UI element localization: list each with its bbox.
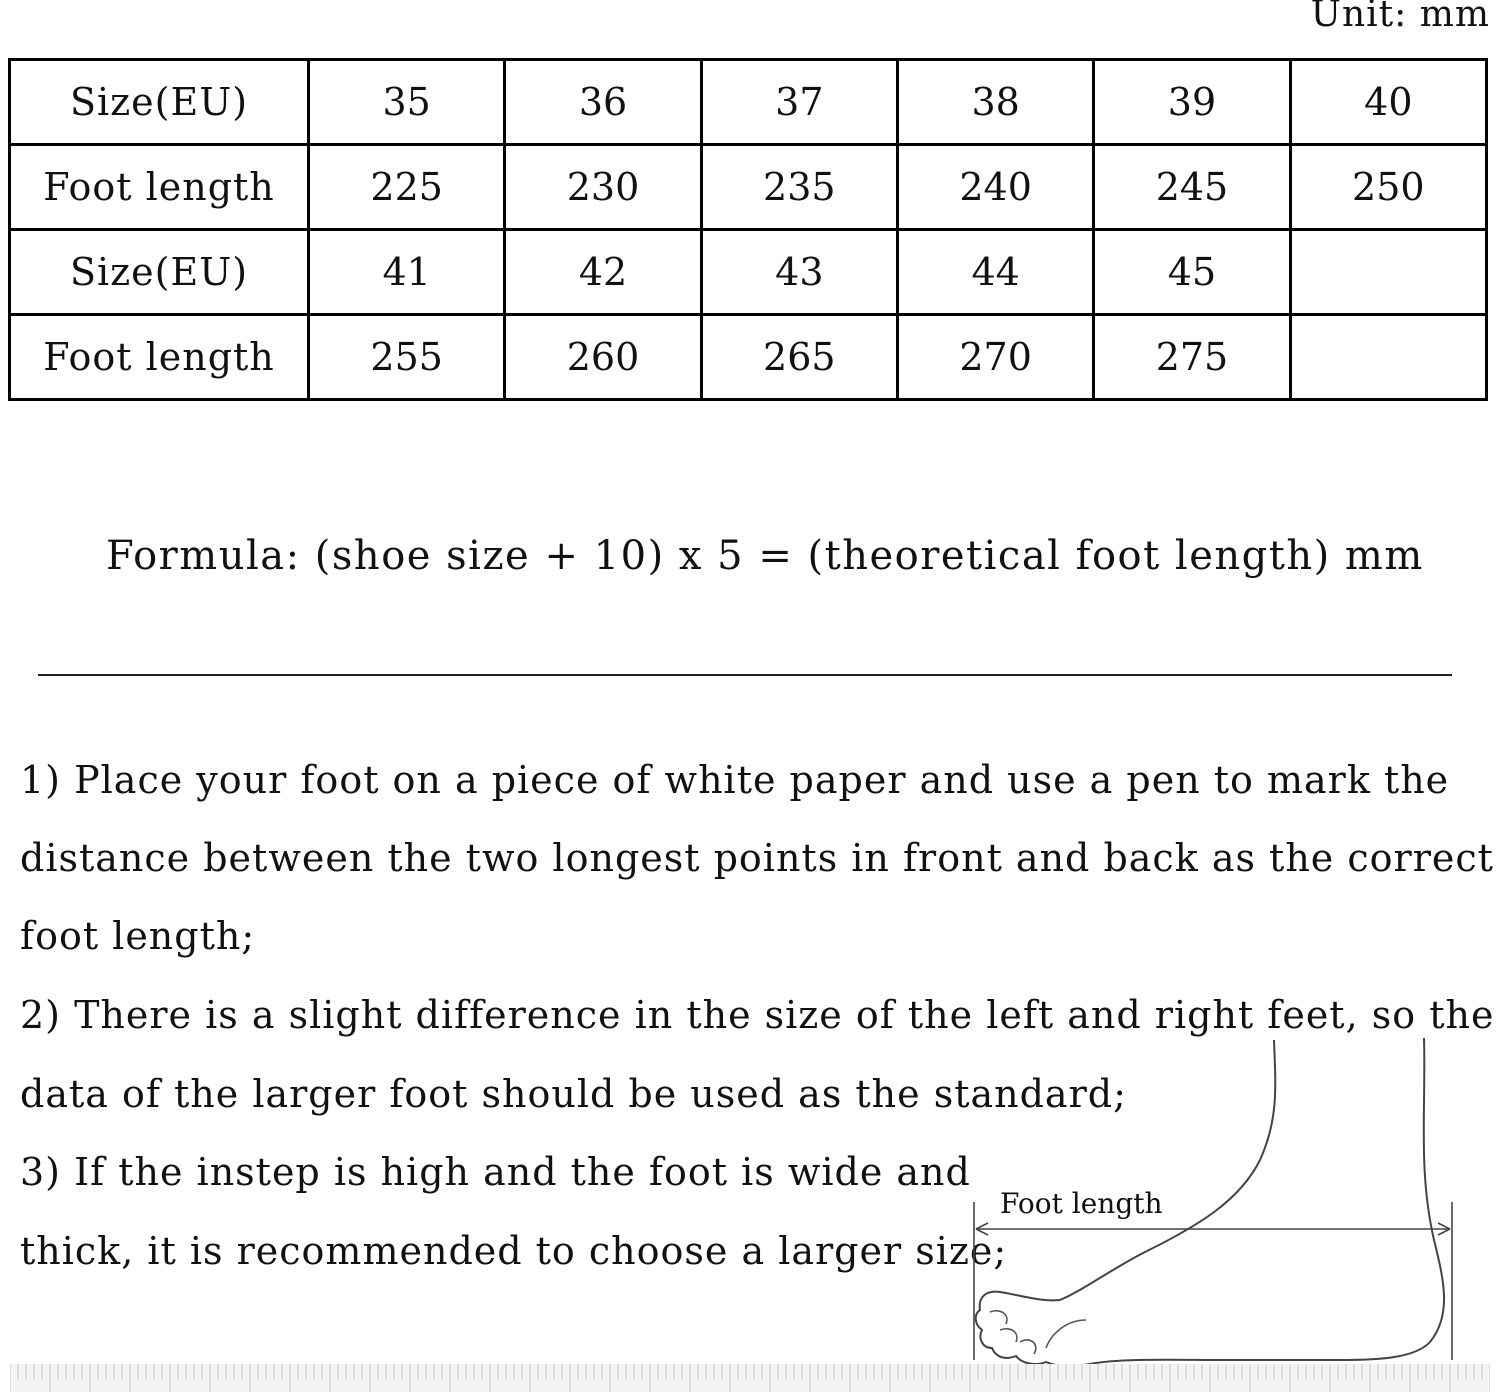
table-cell: 39 bbox=[1094, 60, 1290, 145]
table-cell: 40 bbox=[1290, 60, 1486, 145]
row-header: Size(EU) bbox=[10, 230, 309, 315]
table-cell: 265 bbox=[701, 315, 897, 400]
row-header: Size(EU) bbox=[10, 60, 309, 145]
foot-length-label: Foot length bbox=[1000, 1187, 1163, 1220]
table-cell: 260 bbox=[505, 315, 701, 400]
table-cell: 235 bbox=[701, 145, 897, 230]
table-cell: 41 bbox=[309, 230, 505, 315]
table-cell: 38 bbox=[897, 60, 1093, 145]
unit-label: Unit: mm bbox=[1310, 0, 1490, 35]
table-cell: 36 bbox=[505, 60, 701, 145]
row-header: Foot length bbox=[10, 145, 309, 230]
table-cell: 225 bbox=[309, 145, 505, 230]
table-row bbox=[10, 145, 1487, 230]
table-cell: 275 bbox=[1094, 315, 1290, 400]
table-cell: 37 bbox=[701, 60, 897, 145]
table-cell: 245 bbox=[1094, 145, 1290, 230]
size-chart-table bbox=[8, 58, 1488, 401]
instruction-line-2: distance between the two longest points in front and back as the correct bbox=[20, 836, 1494, 880]
table-cell: 45 bbox=[1094, 230, 1290, 315]
ruler-strip bbox=[10, 1362, 1490, 1394]
table-cell: 43 bbox=[701, 230, 897, 315]
table-cell: 44 bbox=[897, 230, 1093, 315]
table-cell: 255 bbox=[309, 315, 505, 400]
table-row bbox=[10, 315, 1487, 400]
table-cell: 250 bbox=[1290, 145, 1486, 230]
instruction-line-4: 2) There is a slight difference in the size of the left and right feet, so the bbox=[20, 993, 1495, 1037]
table-cell: 42 bbox=[505, 230, 701, 315]
formula-text: Formula: (shoe size + 10) x 5 = (theoretical foot length) mm bbox=[106, 533, 1424, 579]
table-cell: 230 bbox=[505, 145, 701, 230]
table-cell bbox=[1290, 230, 1486, 315]
instruction-line-3: foot length; bbox=[20, 914, 256, 958]
table-row bbox=[10, 230, 1487, 315]
table-cell: 35 bbox=[309, 60, 505, 145]
instruction-line-1: 1) Place your foot on a piece of white paper and use a pen to mark the bbox=[20, 758, 1450, 802]
instruction-line-6: 3) If the instep is high and the foot is wide and bbox=[20, 1150, 971, 1194]
table-cell bbox=[1290, 315, 1486, 400]
table-cell: 240 bbox=[897, 145, 1093, 230]
table-row bbox=[10, 60, 1487, 145]
divider-line bbox=[38, 674, 1452, 676]
row-header: Foot length bbox=[10, 315, 309, 400]
instruction-line-7: thick, it is recommended to choose a larger size; bbox=[20, 1229, 1008, 1273]
instruction-line-5: data of the larger foot should be used as the standard; bbox=[20, 1072, 1127, 1116]
table-cell: 270 bbox=[897, 315, 1093, 400]
